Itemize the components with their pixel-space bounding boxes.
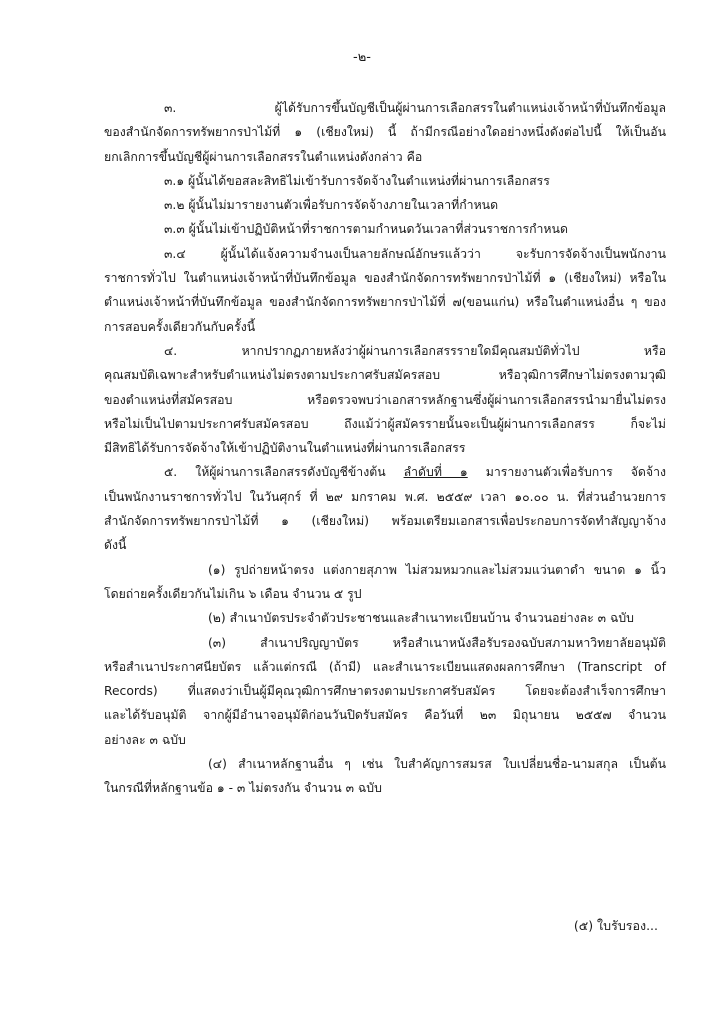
- doc3-line3: Records) ที่แสดงว่าเป็นผู้มีคุณวุฒิการศึกษาตรงตามประกาศรับสมัคร โดยจะต้องสำเร็จการศึกษา: [104, 684, 666, 699]
- para3-line2: ของสำนักจัดการทรัพยากรป่าไม้ที่ ๑ (เชียงใหม่) นี้ ถ้ามีกรณีอย่างใดอย่างหนึ่งดังต่อไปนี้ ให้เป็นอัน: [104, 125, 666, 140]
- doc1-line1: (๑) รูปถ่ายหน้าตรง แต่งกายสุภาพ ไม่สวมหมวกและไม่สวมแว่นตาดำ ขนาด ๑ นิ้ว: [208, 562, 666, 577]
- para5-order-number: ลำดับที่ ๑: [403, 465, 468, 480]
- para5-line1-pre: ๕. ให้ผู้ผ่านการเลือกสรรดังบัญชีข้างต้น: [164, 465, 404, 480]
- item-3-4-line3: ตำแหน่งเจ้าหน้าที่บันทึกข้อมูล ของสำนักจัดการทรัพยากรป่าไม้ที่ ๗(ขอนแก่น) หรือในตำแหน่งอื่น ๆ ของ: [104, 295, 666, 310]
- item-3-4-line1: ๓.๔ ผู้นั้นได้แจ้งความจำนงเป็นลายลักษณ์อักษรแล้วว่า จะรับการจัดจ้างเป็นพนักงาน: [164, 246, 666, 261]
- doc2: (๒) สำเนาบัตรประจำตัวประชาชนและสำเนาทะเบียนบ้าน จำนวนอย่างละ ๓ ฉบับ: [208, 611, 634, 626]
- para5-line3: สำนักจัดการทรัพยากรป่าไม้ที่ ๑ (เชียงใหม่) พร้อมเตรียมเอกสารเพื่อประกอบการจัดทำสัญญาจ้าง: [104, 514, 666, 529]
- para3-line1: ๓. ผู้ได้รับการขึ้นบัญชีเป็นผู้ผ่านการเลือกสรรในตำแหน่งเจ้าหน้าที่บันทึกข้อมูล: [164, 101, 666, 115]
- page-number: -๒-: [353, 50, 371, 65]
- para5-line4: ดังนี้: [104, 538, 127, 553]
- doc4-line2: ในกรณีที่หลักฐานข้อ ๑ - ๓ ไม่ตรงกัน จำนวน ๓ ฉบับ: [104, 781, 382, 796]
- doc3-line5: อย่างละ ๓ ฉบับ: [104, 732, 186, 747]
- item-3-2: ๓.๒ ผู้นั้นไม่มารายงานตัวเพื่อรับการจัดจ้างภายในเวลาที่กำหนด: [164, 198, 499, 213]
- para5-line2: เป็นพนักงานราชการทั่วไป ในวันศุกร์ ที่ ๒๙ มกราคม พ.ศ. ๒๕๕๙ เวลา ๑๐.๐๐ น. ที่ส่วนอำนวยการ: [104, 489, 666, 504]
- para4-line2: คุณสมบัติเฉพาะสำหรับตำแหน่งไม่ตรงตามประกาศรับสมัครสอบ หรือวุฒิการศึกษาไม่ตรงตามวุฒิ: [104, 368, 666, 383]
- document-body: [104, 96, 666, 801]
- item-3-3: ๓.๓ ผู้นั้นไม่เข้าปฏิบัติหน้าที่ราชการตามกำหนดวันเวลาที่ส่วนราชการกำหนด: [164, 222, 568, 237]
- continuation-note: (๕) ใบรับรอง...: [573, 918, 658, 933]
- doc4-line1: (๔) สำเนาหลักฐานอื่น ๆ เช่น ใบสำคัญการสมรส ใบเปลี่ยนชื่อ-นามสกุล เป็นต้น: [208, 757, 666, 772]
- item-3-4-line2: ราชการทั่วไป ในตำแหน่งเจ้าหน้าที่บันทึกข้อมูล ของสำนักจัดการทรัพยากรป่าไม้ที่ ๑ (เชียงใหม่) หรือใน: [104, 271, 666, 286]
- item-3-4-line4: การสอบครั้งเดียวกันกับครั้งนี้: [104, 319, 256, 334]
- para3-line3: ยกเลิกการขึ้นบัญชีผู้ผ่านการเลือกสรรในตำแหน่งดังกล่าว คือ: [104, 149, 423, 164]
- doc3-line4: และได้รับอนุมัติ จากผู้มีอำนาจอนุมัติก่อนวันปิดรับสมัคร คือวันที่ ๒๓ มิถุนายน ๒๕๕๗ จำนวน: [104, 708, 666, 723]
- doc3-line2: หรือสำเนาประกาศนียบัตร แล้วแต่กรณี (ถ้ามี) และสำเนาระเบียนแสดงผลการศึกษา (Transcript of: [104, 659, 666, 674]
- para5-line1-post: มารายงานตัวเพื่อรับการ จัดจ้าง: [467, 465, 666, 480]
- para4-line1: ๔. หากปรากฏภายหลังว่าผู้ผ่านการเลือกสรรรายใดมีคุณสมบัติทั่วไป หรือ: [164, 343, 666, 358]
- para4-line3: ของตำแหน่งที่สมัครสอบ หรือตรวจพบว่าเอกสารหลักฐานซึ่งผู้ผ่านการเลือกสรรนำมายื่นไม่ตรง: [104, 392, 666, 407]
- doc1-line2: โดยถ่ายครั้งเดียวกันไม่เกิน ๖ เดือน จำนวน ๕ รูป: [104, 586, 362, 601]
- para5-line1: [104, 460, 666, 484]
- para4-line5: มีสิทธิได้รับการจัดจ้างให้เข้าปฏิบัติงานในตำแหน่งที่ผ่านการเลือกสรร: [104, 441, 466, 456]
- para4-line4: หรือไม่เป็นไปตามประกาศรับสมัครสอบ ถึงแม้ว่าผู้สมัครรายนั้นจะเป็นผู้ผ่านการเลือกสรร ก็จะไม่: [104, 416, 666, 431]
- doc3-line1: (๓) สำเนาปริญญาบัตร หรือสำเนาหนังสือรับรองฉบับสภามหาวิทยาลัยอนุมัติ: [208, 635, 666, 650]
- item-3-1: ๓.๑ ผู้นั้นได้ขอสละสิทธิไม่เข้ารับการจัดจ้างในตำแหน่งที่ผ่านการเลือกสรร: [164, 173, 550, 188]
